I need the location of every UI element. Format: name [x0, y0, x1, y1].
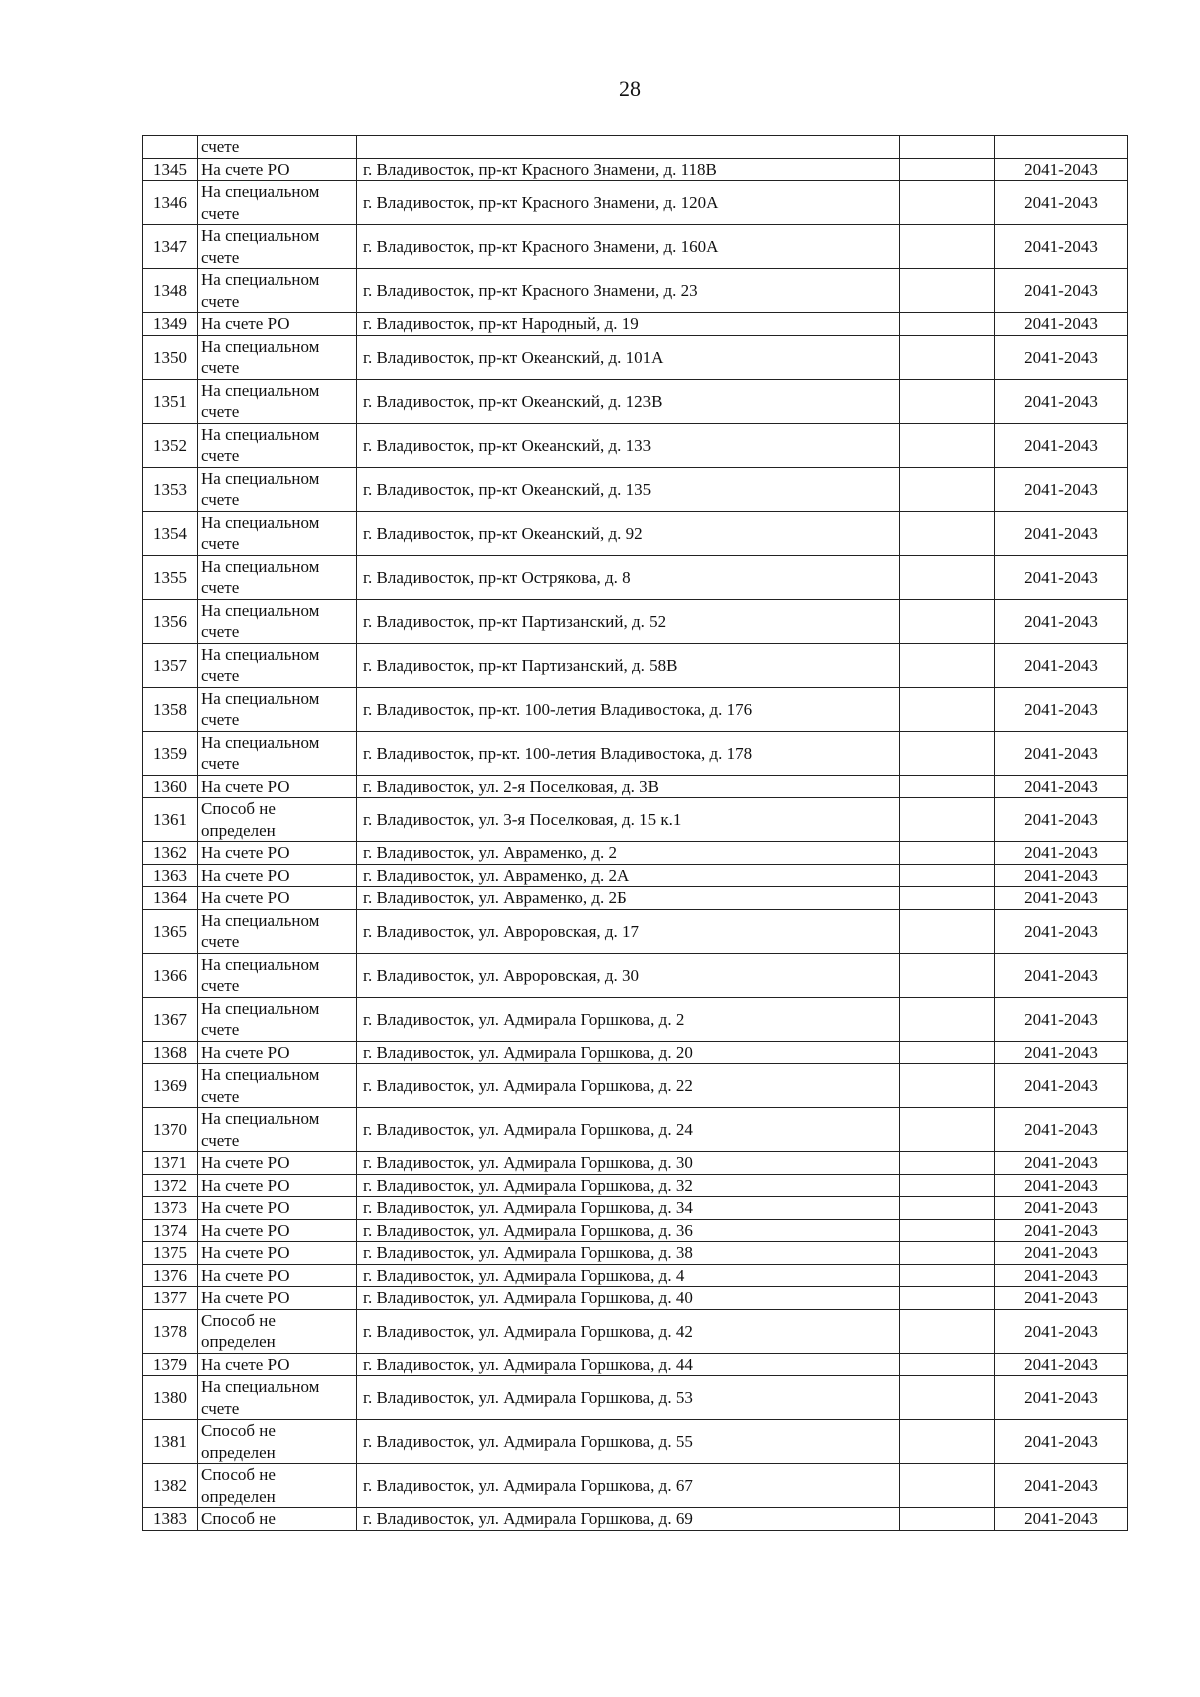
cell-period: 2041-2043 — [995, 687, 1128, 731]
cell-address: г. Владивосток, пр-кт Океанский, д. 133 — [357, 423, 900, 467]
cell-period: 2041-2043 — [995, 467, 1128, 511]
cell-period: 2041-2043 — [995, 335, 1128, 379]
cell-number: 1346 — [143, 181, 198, 225]
cell-period: 2041-2043 — [995, 1376, 1128, 1420]
cell-period: 2041-2043 — [995, 1152, 1128, 1175]
cell-number: 1351 — [143, 379, 198, 423]
cell-empty — [900, 775, 995, 798]
cell-status: На специальном счете — [198, 1108, 357, 1152]
cell-status: На специальном счете — [198, 1064, 357, 1108]
table-row — [143, 379, 1128, 423]
table-row — [143, 909, 1128, 953]
cell-number: 1376 — [143, 1264, 198, 1287]
cell-number — [143, 136, 198, 159]
cell-address: г. Владивосток, ул. Адмирала Горшкова, д. 40 — [357, 1287, 900, 1310]
cell-status: На счете РО — [198, 313, 357, 336]
cell-address: г. Владивосток, ул. Адмирала Горшкова, д. 22 — [357, 1064, 900, 1108]
cell-number: 1377 — [143, 1287, 198, 1310]
cell-period: 2041-2043 — [995, 643, 1128, 687]
cell-empty — [900, 269, 995, 313]
table-row — [143, 864, 1128, 887]
cell-empty — [900, 181, 995, 225]
cell-empty — [900, 1108, 995, 1152]
cell-number: 1350 — [143, 335, 198, 379]
cell-period: 2041-2043 — [995, 379, 1128, 423]
cell-address: г. Владивосток, пр-кт Партизанский, д. 58В — [357, 643, 900, 687]
table-row — [143, 1219, 1128, 1242]
cell-status: На специальном счете — [198, 1376, 357, 1420]
cell-status: На счете РО — [198, 1264, 357, 1287]
cell-empty — [900, 313, 995, 336]
table-row — [143, 887, 1128, 910]
cell-address: г. Владивосток, ул. Адмирала Горшкова, д. 20 — [357, 1041, 900, 1064]
table-row — [143, 599, 1128, 643]
cell-status: На счете РО — [198, 775, 357, 798]
cell-address: г. Владивосток, ул. Авраменко, д. 2А — [357, 864, 900, 887]
table-row — [143, 1064, 1128, 1108]
cell-empty — [900, 379, 995, 423]
cell-period: 2041-2043 — [995, 731, 1128, 775]
cell-number: 1354 — [143, 511, 198, 555]
cell-empty — [900, 687, 995, 731]
cell-status: На счете РО — [198, 887, 357, 910]
table-row — [143, 842, 1128, 865]
cell-number: 1367 — [143, 997, 198, 1041]
cell-status: На счете РО — [198, 842, 357, 865]
table-row — [143, 467, 1128, 511]
cell-address: г. Владивосток, ул. Адмирала Горшкова, д. 38 — [357, 1242, 900, 1265]
cell-period: 2041-2043 — [995, 423, 1128, 467]
cell-address: г. Владивосток, ул. Адмирала Горшкова, д. 36 — [357, 1219, 900, 1242]
cell-status: На счете РО — [198, 1041, 357, 1064]
table-row — [143, 687, 1128, 731]
cell-empty — [900, 1376, 995, 1420]
cell-period: 2041-2043 — [995, 1353, 1128, 1376]
table-row — [143, 731, 1128, 775]
table-row — [143, 775, 1128, 798]
cell-status: На специальном счете — [198, 909, 357, 953]
cell-empty — [900, 953, 995, 997]
table-row — [143, 953, 1128, 997]
table-row — [143, 1309, 1128, 1353]
cell-number: 1361 — [143, 798, 198, 842]
house-list-table — [142, 135, 1128, 1531]
cell-empty — [900, 798, 995, 842]
cell-empty — [900, 887, 995, 910]
cell-address: г. Владивосток, пр-кт Красного Знамени, д. 118В — [357, 158, 900, 181]
cell-status: На счете РО — [198, 1219, 357, 1242]
cell-address: г. Владивосток, пр-кт Красного Знамени, д. 160А — [357, 225, 900, 269]
cell-period: 2041-2043 — [995, 1420, 1128, 1464]
cell-address: г. Владивосток, пр-кт Народный, д. 19 — [357, 313, 900, 336]
cell-number: 1359 — [143, 731, 198, 775]
table-row — [143, 1108, 1128, 1152]
cell-address: г. Владивосток, ул. Адмирала Горшкова, д. 24 — [357, 1108, 900, 1152]
cell-empty — [900, 1197, 995, 1220]
cell-address: г. Владивосток, ул. Адмирала Горшкова, д. 69 — [357, 1508, 900, 1531]
cell-number: 1368 — [143, 1041, 198, 1064]
table-row — [143, 511, 1128, 555]
cell-number: 1370 — [143, 1108, 198, 1152]
table-row — [143, 1353, 1128, 1376]
cell-status: На специальном счете — [198, 335, 357, 379]
cell-status: На специальном счете — [198, 423, 357, 467]
cell-empty — [900, 335, 995, 379]
table-row — [143, 1420, 1128, 1464]
cell-period: 2041-2043 — [995, 1197, 1128, 1220]
cell-number: 1369 — [143, 1064, 198, 1108]
cell-number: 1348 — [143, 269, 198, 313]
cell-status: На специальном счете — [198, 269, 357, 313]
cell-number: 1353 — [143, 467, 198, 511]
cell-address: г. Владивосток, ул. Адмирала Горшкова, д. 30 — [357, 1152, 900, 1175]
cell-empty — [900, 467, 995, 511]
cell-empty — [900, 1242, 995, 1265]
cell-status: На счете РО — [198, 1174, 357, 1197]
cell-status: На счете РО — [198, 1242, 357, 1265]
cell-period: 2041-2043 — [995, 1064, 1128, 1108]
cell-status: Способ не определен — [198, 1464, 357, 1508]
cell-status: На специальном счете — [198, 997, 357, 1041]
cell-status: На специальном счете — [198, 555, 357, 599]
cell-period: 2041-2043 — [995, 1041, 1128, 1064]
page-number: 28 — [619, 76, 641, 101]
cell-status: На специальном счете — [198, 181, 357, 225]
cell-number: 1378 — [143, 1309, 198, 1353]
cell-address: г. Владивосток, ул. Адмирала Горшкова, д. 55 — [357, 1420, 900, 1464]
cell-address: г. Владивосток, ул. Адмирала Горшкова, д. 2 — [357, 997, 900, 1041]
cell-status: На счете РО — [198, 1287, 357, 1310]
cell-period: 2041-2043 — [995, 864, 1128, 887]
table-row — [143, 1041, 1128, 1064]
cell-number: 1382 — [143, 1464, 198, 1508]
cell-number: 1383 — [143, 1508, 198, 1531]
cell-number: 1379 — [143, 1353, 198, 1376]
cell-address: г. Владивосток, пр-кт Острякова, д. 8 — [357, 555, 900, 599]
cell-address: г. Владивосток, ул. Адмирала Горшкова, д. 32 — [357, 1174, 900, 1197]
cell-address: г. Владивосток, ул. 3-я Поселковая, д. 15 к.1 — [357, 798, 900, 842]
cell-period: 2041-2043 — [995, 909, 1128, 953]
table-row — [143, 1264, 1128, 1287]
cell-empty — [900, 1041, 995, 1064]
table-row — [143, 1174, 1128, 1197]
cell-number: 1372 — [143, 1174, 198, 1197]
cell-period: 2041-2043 — [995, 181, 1128, 225]
cell-period: 2041-2043 — [995, 1219, 1128, 1242]
cell-empty — [900, 842, 995, 865]
cell-status: На счете РО — [198, 1152, 357, 1175]
cell-period: 2041-2043 — [995, 997, 1128, 1041]
cell-status: На специальном счете — [198, 687, 357, 731]
cell-empty — [900, 1353, 995, 1376]
cell-number: 1364 — [143, 887, 198, 910]
cell-address: г. Владивосток, пр-кт Океанский, д. 92 — [357, 511, 900, 555]
cell-address: г. Владивосток, пр-кт Океанский, д. 101А — [357, 335, 900, 379]
table-row — [143, 181, 1128, 225]
cell-period: 2041-2043 — [995, 775, 1128, 798]
cell-number: 1374 — [143, 1219, 198, 1242]
cell-number: 1352 — [143, 423, 198, 467]
cell-address: г. Владивосток, ул. Адмирала Горшкова, д. 67 — [357, 1464, 900, 1508]
cell-address: г. Владивосток, пр-кт Океанский, д. 135 — [357, 467, 900, 511]
cell-period: 2041-2043 — [995, 1508, 1128, 1531]
cell-address: г. Владивосток, пр-кт Красного Знамени, д. 23 — [357, 269, 900, 313]
cell-period: 2041-2043 — [995, 953, 1128, 997]
continuation-row — [143, 136, 1128, 159]
cell-empty — [900, 1219, 995, 1242]
cell-number: 1366 — [143, 953, 198, 997]
cell-number: 1355 — [143, 555, 198, 599]
cell-period: 2041-2043 — [995, 798, 1128, 842]
table-row — [143, 225, 1128, 269]
table-row — [143, 1152, 1128, 1175]
cell-empty — [900, 997, 995, 1041]
cell-empty — [900, 1464, 995, 1508]
cell-status: Способ не определен — [198, 798, 357, 842]
cell-number: 1381 — [143, 1420, 198, 1464]
cell-empty — [900, 1064, 995, 1108]
table-row — [143, 335, 1128, 379]
cell-empty — [900, 1264, 995, 1287]
table-row — [143, 555, 1128, 599]
table-row — [143, 798, 1128, 842]
cell-address: г. Владивосток, пр-кт Партизанский, д. 52 — [357, 599, 900, 643]
cell-address: г. Владивосток, пр-кт Океанский, д. 123В — [357, 379, 900, 423]
cell-period: 2041-2043 — [995, 1309, 1128, 1353]
cell-address: г. Владивосток, пр-кт. 100-летия Владивостока, д. 178 — [357, 731, 900, 775]
cell-period: 2041-2043 — [995, 269, 1128, 313]
cell-status: На специальном счете — [198, 643, 357, 687]
cell-period: 2041-2043 — [995, 599, 1128, 643]
cell-period: 2041-2043 — [995, 555, 1128, 599]
cell-address: г. Владивосток, ул. Адмирала Горшкова, д. 4 — [357, 1264, 900, 1287]
cell-status: На специальном счете — [198, 379, 357, 423]
cell-empty — [900, 1174, 995, 1197]
cell-empty — [900, 158, 995, 181]
table-row — [143, 423, 1128, 467]
cell-address: г. Владивосток, ул. 2-я Поселковая, д. 3В — [357, 775, 900, 798]
cell-status: На счете РО — [198, 1197, 357, 1220]
cell-period: 2041-2043 — [995, 1264, 1128, 1287]
cell-empty — [900, 1309, 995, 1353]
table-row — [143, 1508, 1128, 1531]
cell-address: г. Владивосток, ул. Адмирала Горшкова, д. 53 — [357, 1376, 900, 1420]
cell-status: счете — [198, 136, 357, 159]
cell-empty — [900, 1508, 995, 1531]
cell-status: Способ не определен — [198, 1309, 357, 1353]
cell-empty — [900, 555, 995, 599]
cell-address: г. Владивосток, ул. Авраменко, д. 2 — [357, 842, 900, 865]
table-body — [143, 136, 1128, 1531]
cell-status: На специальном счете — [198, 225, 357, 269]
cell-number: 1360 — [143, 775, 198, 798]
table-row — [143, 158, 1128, 181]
cell-period: 2041-2043 — [995, 842, 1128, 865]
table-row — [143, 997, 1128, 1041]
cell-status: Способ не определен — [198, 1420, 357, 1464]
cell-empty — [900, 511, 995, 555]
cell-period: 2041-2043 — [995, 158, 1128, 181]
cell-number: 1356 — [143, 599, 198, 643]
cell-period: 2041-2043 — [995, 1108, 1128, 1152]
cell-empty — [900, 909, 995, 953]
cell-address: г. Владивосток, ул. Адмирала Горшкова, д. 44 — [357, 1353, 900, 1376]
table-row — [143, 1197, 1128, 1220]
cell-number: 1349 — [143, 313, 198, 336]
cell-number: 1363 — [143, 864, 198, 887]
cell-period: 2041-2043 — [995, 511, 1128, 555]
cell-period: 2041-2043 — [995, 1464, 1128, 1508]
cell-address: г. Владивосток, ул. Авраменко, д. 2Б — [357, 887, 900, 910]
cell-empty — [900, 423, 995, 467]
cell-number: 1347 — [143, 225, 198, 269]
cell-empty — [900, 599, 995, 643]
cell-number: 1357 — [143, 643, 198, 687]
cell-period: 2041-2043 — [995, 313, 1128, 336]
cell-empty — [900, 225, 995, 269]
cell-status: На специальном счете — [198, 511, 357, 555]
cell-empty — [900, 731, 995, 775]
cell-empty — [900, 1420, 995, 1464]
cell-number: 1345 — [143, 158, 198, 181]
table-row — [143, 313, 1128, 336]
cell-empty — [900, 136, 995, 159]
cell-period: 2041-2043 — [995, 1242, 1128, 1265]
cell-empty — [900, 643, 995, 687]
cell-number: 1358 — [143, 687, 198, 731]
cell-period: 2041-2043 — [995, 1287, 1128, 1310]
cell-address: г. Владивосток, ул. Адмирала Горшкова, д. 34 — [357, 1197, 900, 1220]
cell-number: 1375 — [143, 1242, 198, 1265]
cell-period: 2041-2043 — [995, 225, 1128, 269]
cell-address: г. Владивосток, ул. Авроровская, д. 30 — [357, 953, 900, 997]
cell-status: На счете РО — [198, 864, 357, 887]
cell-status: На счете РО — [198, 1353, 357, 1376]
cell-status: На специальном счете — [198, 731, 357, 775]
table-row — [143, 1242, 1128, 1265]
table-row — [143, 1464, 1128, 1508]
cell-address: г. Владивосток, ул. Авроровская, д. 17 — [357, 909, 900, 953]
cell-empty — [900, 864, 995, 887]
cell-status: На специальном счете — [198, 467, 357, 511]
cell-status: На специальном счете — [198, 953, 357, 997]
table-row — [143, 643, 1128, 687]
cell-period: 2041-2043 — [995, 887, 1128, 910]
cell-period — [995, 136, 1128, 159]
cell-empty — [900, 1152, 995, 1175]
table-row — [143, 269, 1128, 313]
cell-address — [357, 136, 900, 159]
cell-empty — [900, 1287, 995, 1310]
cell-status: На счете РО — [198, 158, 357, 181]
cell-address: г. Владивосток, пр-кт Красного Знамени, д. 120А — [357, 181, 900, 225]
cell-status: Способ не — [198, 1508, 357, 1531]
cell-number: 1365 — [143, 909, 198, 953]
cell-number: 1371 — [143, 1152, 198, 1175]
cell-address: г. Владивосток, пр-кт. 100-летия Владивостока, д. 176 — [357, 687, 900, 731]
cell-number: 1362 — [143, 842, 198, 865]
table-row — [143, 1376, 1128, 1420]
cell-number: 1373 — [143, 1197, 198, 1220]
cell-number: 1380 — [143, 1376, 198, 1420]
cell-address: г. Владивосток, ул. Адмирала Горшкова, д. 42 — [357, 1309, 900, 1353]
cell-status: На специальном счете — [198, 599, 357, 643]
table-row — [143, 1287, 1128, 1310]
cell-period: 2041-2043 — [995, 1174, 1128, 1197]
